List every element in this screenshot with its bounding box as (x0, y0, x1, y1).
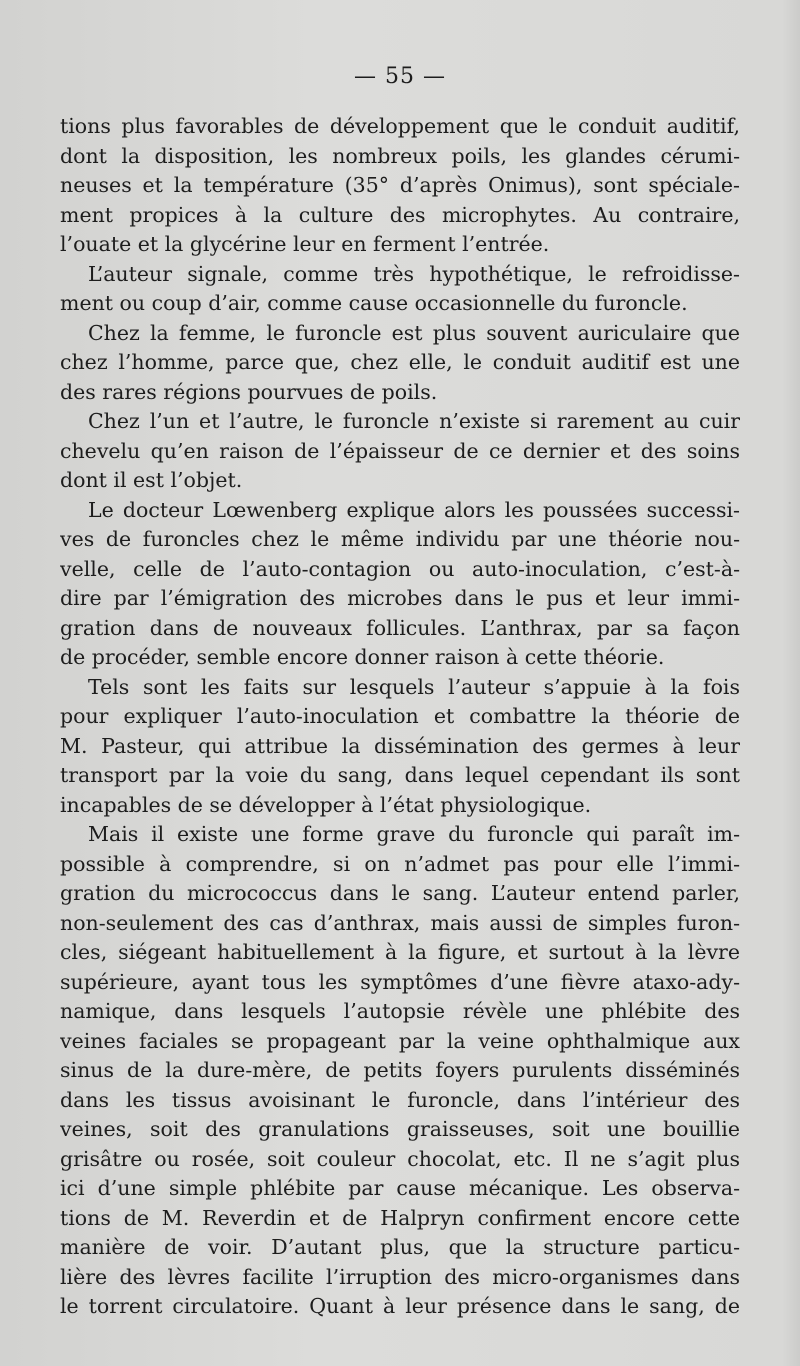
text-line: des rares régions pourvues de poils. (60, 379, 438, 404)
text-line: possible à comprendre, si on n’admet pas pour elle l’immi- (60, 851, 740, 876)
text-line: tions plus favorables de développement que le conduit auditif, (60, 114, 740, 138)
text-line: de procéder, semble encore donner raison à cette théorie. (60, 645, 665, 669)
text-line: Mais il existe une forme grave du furoncle qui paraît im- (88, 822, 740, 846)
text-line: tions de M. Reverdin et de Halpryn confirment encore cette (60, 1205, 740, 1230)
text-line: ici d’une simple phlébite par cause mécanique. Les observa- (60, 1176, 740, 1200)
page-number: — 55 — (354, 64, 446, 89)
text-line: velle, celle de l’auto-contagion ou auto-inoculation, c’est-à- (60, 556, 740, 581)
text-line: M. Pasteur, qui attribue la dissémination des germes à leur (60, 733, 740, 758)
text-line: dire par l’émigration des microbes dans le pus et leur immi- (60, 586, 740, 610)
text-line: ves de furoncles chez le même individu par une théorie nou- (60, 527, 740, 551)
text-line: ment propices à la culture des microphytes. Au contraire, (60, 202, 740, 227)
text-line: Le docteur Lœwenberg explique alors les poussées successi- (88, 497, 740, 522)
text-line: lière des lèvres facilite l’irruption des micro-organismes dans (60, 1264, 740, 1289)
text-line: gration dans de nouveaux follicules. L’anthrax, par sa façon (60, 615, 740, 640)
text-line: Chez l’un et l’autre, le furoncle n’existe si rarement au cuir (88, 409, 740, 433)
body-text (60, 112, 740, 1322)
text-line: sinus de la dure-mère, de petits foyers purulents disséminés (60, 1058, 740, 1082)
text-line: cles, siégeant habituellement à la figure, et surtout à la lèvre (60, 940, 740, 964)
text-line: ment ou coup d’air, comme cause occasionnelle du furoncle. (60, 291, 688, 315)
text-line: veines, soit des granulations graisseuses, soit une bouillie (60, 1117, 740, 1141)
text-line: non-seulement des cas d’anthrax, mais aussi de simples furon- (60, 910, 740, 935)
text-line: chevelu qu’en raison de l’épaisseur de ce dernier et des soins (60, 438, 740, 463)
text-line: pour expliquer l’auto-inoculation et combattre la théorie de (60, 704, 740, 728)
text-line: namique, dans lesquels l’autopsie révèle une phlébite des (60, 999, 740, 1023)
text-line: Chez la femme, le furoncle est plus souvent auriculaire que (88, 320, 740, 345)
text-line: transport par la voie du sang, dans lequel cependant ils sont (60, 763, 740, 787)
text-line: Tels sont les faits sur lesquels l’auteur s’appuie à la fois (88, 674, 740, 699)
text-line: veines faciales se propageant par la veine ophthalmique aux (60, 1028, 740, 1053)
text-line: neuses et la température (35° d’après Onimus), sont spéciale- (60, 173, 740, 197)
text-line: supérieure, ayant tous les symptômes d’une fièvre ataxo-ady- (60, 969, 740, 994)
text-line: incapables de se développer à l’état physiologique. (60, 792, 592, 817)
text-line: l’ouate et la glycérine leur en ferment l’entrée. (60, 232, 550, 256)
text-line: dont il est l’objet. (60, 468, 243, 492)
text-line: le torrent circulatoire. Quant à leur présence dans le sang, de (60, 1294, 740, 1318)
text-line: L’auteur signale, comme très hypothétique, le refroidisse- (88, 261, 740, 286)
text-line: chez l’homme, parce que, chez elle, le conduit auditif est une (60, 350, 740, 374)
text-line: gration du micrococcus dans le sang. L’auteur entend parler, (60, 881, 740, 905)
text-line: dont la disposition, les nombreux poils, les glandes cérumi- (60, 143, 740, 168)
text-line: manière de voir. D’autant plus, que la structure particu- (60, 1235, 740, 1259)
text-line: dans les tissus avoisinant le furoncle, dans l’intérieur des (60, 1087, 740, 1112)
text-line: grisâtre ou rosée, soit couleur chocolat, etc. Il ne s’agit plus (60, 1146, 740, 1171)
